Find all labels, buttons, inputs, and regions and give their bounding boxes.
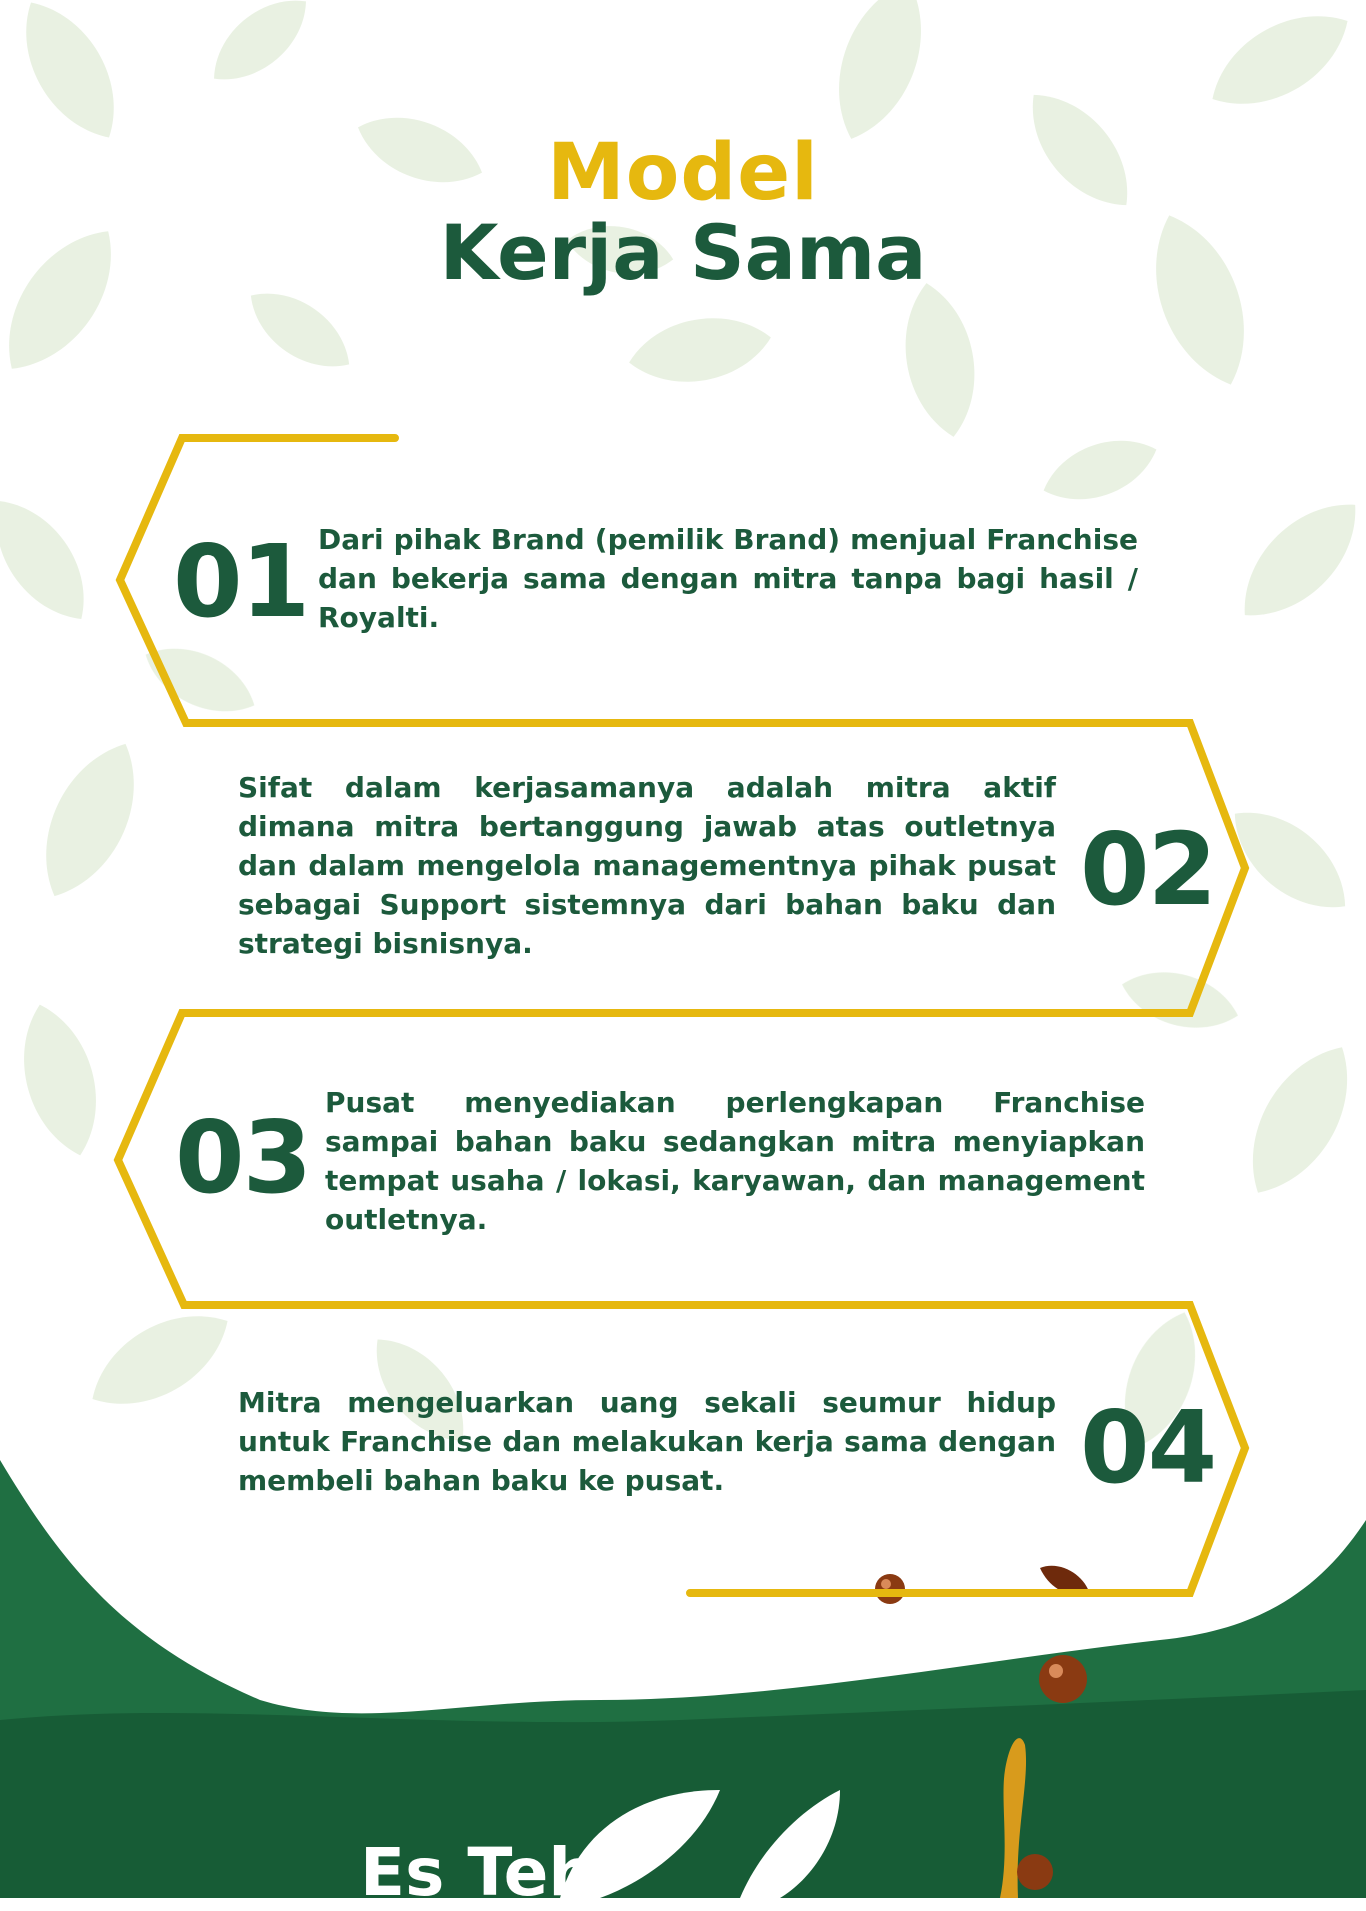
item-text: Mitra mengeluarkan uang sekali seumur hidup untuk Franchise dan melakukan kerja sama dengan membeli bahan baku ke pusat. [238,1386,1056,1497]
brand-logo-text: Es Teh [360,1834,596,1911]
item-text: Sifat dalam kerjasamanya adalah mitra aktif dimana mitra bertanggung jawab atas outletnya dan dalam mengelola managementnya pihak pusat sebagai Support sistemnya dari bahan baku dan strategi bisnisnya. [238,771,1056,960]
item-number: 02 [1080,811,1216,928]
item-number: 04 [1080,1389,1216,1506]
item-number: 01 [173,523,309,640]
item-text: Pusat menyediakan perlengkapan Franchise sampai bahan baku sedangkan mitra menyiapkan tempat usaha / lokasi, karyawan, dan management outletnya. [325,1086,1145,1236]
item-text: Dari pihak Brand (pemilik Brand) menjual Franchise dan bekerja sama dengan mitra tanpa bagi hasil / Royalti. [318,523,1138,634]
title-line-1: Model [547,128,819,218]
item-number: 03 [175,1099,311,1216]
title-line-2: Kerja Sama [439,208,927,297]
